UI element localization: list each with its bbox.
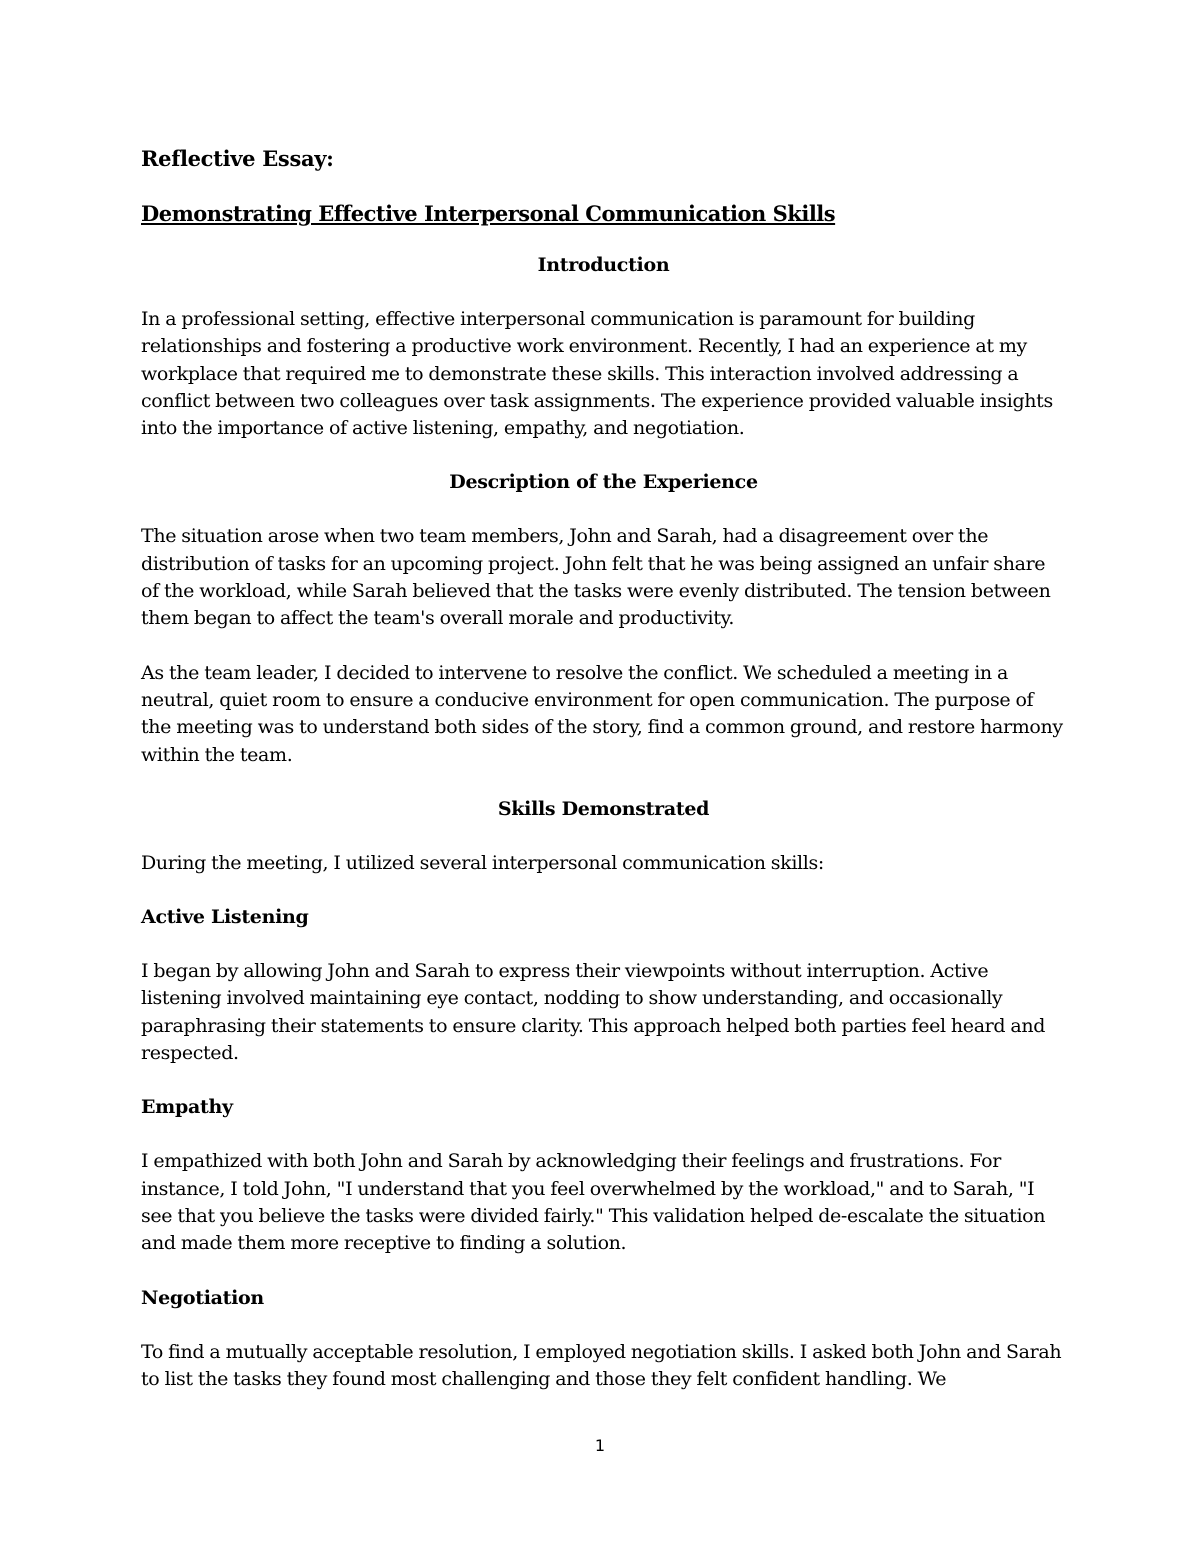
empathy-heading: Empathy: [141, 1096, 233, 1119]
negotiation-heading: Negotiation: [141, 1286, 264, 1309]
active-listening-paragraph: I began by allowing John and Sarah to express their viewpoints without interruption. Active listening involved maintaining eye contact, nodding to show understanding, and occasionally paraphrasing their statements to ensure clarity. This approach helped both parties feel heard and respected.: [141, 960, 1046, 1065]
description-heading: Description of the Experience: [449, 471, 758, 494]
essay-title: Reflective Essay:: [141, 146, 334, 171]
document-body: [141, 142, 1066, 1420]
empathy-paragraph: I empathized with both John and Sarah by acknowledging their feelings and frustrations. For instance, I told John, "I understand that you feel overwhelmed by the workload," and to Sarah, "I see that you believe the tasks were divided fairly." This validation helped de-escalate the situation and made them more receptive to finding a solution.: [141, 1150, 1046, 1255]
essay-subtitle: Demonstrating Effective Interpersonal Communication Skills: [141, 201, 836, 226]
introduction-paragraph: In a professional setting, effective interpersonal communication is paramount for building relationships and fostering a productive work environment. Recently, I had an experience at my workplace that required me to demonstrate these skills. This interaction involved addressing a conflict between two colleagues over task assignments. The experience provided valuable insights into the importance of active listening, empathy, and negotiation.: [141, 308, 1053, 440]
description-paragraph-2: As the team leader, I decided to intervene to resolve the conflict. We scheduled a meeting in a neutral, quiet room to ensure a conducive environment for open communication. The purpose of the meeting was to understand both sides of the story, find a common ground, and restore harmony within the team.: [141, 661, 1063, 766]
skills-heading: Skills Demonstrated: [497, 797, 710, 820]
negotiation-paragraph: To find a mutually acceptable resolution, I employed negotiation skills. I asked both John and Sarah to list the tasks they found most challenging and those they felt confident handling. We: [141, 1340, 1062, 1390]
page-number: 1: [594, 1436, 606, 1455]
introduction-heading: Introduction: [537, 254, 670, 276]
active-listening-heading: Active Listening: [141, 906, 309, 929]
description-paragraph-1: The situation arose when two team members, John and Sarah, had a disagreement over the distribution of tasks for an upcoming project. John felt that he was being assigned an unfair share of the workload, while Sarah believed that the tasks were evenly distributed. The tension between them began to affect the team's overall morale and productivity.: [141, 525, 1051, 630]
skills-intro-paragraph: During the meeting, I utilized several interpersonal communication skills:: [141, 851, 824, 874]
